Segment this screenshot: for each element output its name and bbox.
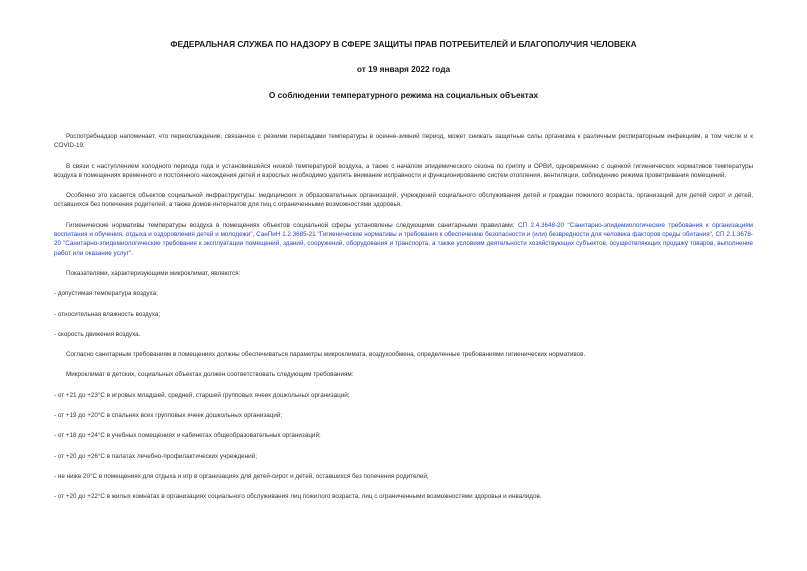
document-header: [54, 0, 753, 100]
document-date: от 19 января 2022 года: [356, 64, 451, 74]
paragraph-sanitary-requirements: Согласно санитарным требованиям в помещениях должны обеспечиваться параметры микроклимата, воздухообмена, определенные требованиями гигиенических нормативов.: [66, 351, 586, 359]
norms-intro-text: Гигиенические нормативы температуры воздуха в помещениях объектов социальной сферы установлены следующими санитарными правилами:: [66, 221, 515, 229]
paragraph-heating: В связи с наступлением холодного периода года и установившейся низкой температурой воздуха, а также с началом эпидемического сезона по гриппу и ОРВИ, одновременно с оценкой гигиенических нормативов температуры воздуха в помещениях временного и постоянного нахождения детей и взрослых необходимо уделять внимание исправности и функционированию систем отопления, вентиляции, соблюдению режима проветривания помещений.: [54, 162, 753, 179]
link-sp-2-4-3648-20[interactable]: СП 2.4.3648-20 "Санитарно-эпидемиологические требования к организациям воспитания и обучения, отдыха и оздоровления детей и молодежи": [54, 221, 754, 239]
norms-separator: ,: [711, 231, 714, 239]
list-item-requirement: - от +18 до +24°С в учебных помещениях и кабинетах общеобразовательных организаций;: [54, 432, 321, 440]
list-item-requirement: - от +21 до +23°С в игровых младшей, средней, старшей групповых ячеек дошкольных организаций;: [54, 391, 350, 399]
list-item-requirement: - от +19 до +20°С в спальнях всех групповых ячеек дошкольных организаций;: [54, 412, 283, 420]
list-item-indicator: - скорость движения воздуха.: [54, 330, 141, 338]
list-item-indicator: - относительная влажность воздуха;: [54, 310, 161, 318]
list-item-indicator: - допустимая температура воздуха;: [54, 290, 158, 298]
paragraph-norms: [54, 221, 753, 258]
list-item-requirement: - от +20 до +26°С в палатах лечебно-профилактических учреждений;: [54, 452, 257, 460]
document-title: О соблюдении температурного режима на социальных объектах: [268, 90, 539, 100]
norms-separator: ,: [252, 231, 255, 239]
paragraph-indicators-intro: Показателями, характеризующими микроклимат, являются:: [66, 269, 241, 277]
paragraph-intro: Роспотребнадзор напоминает, что переохлаждение, связанное с резкими перепадами температуры в осенне-зимний период, может снижать защитные силы организма к различным респираторным инфекциям, в том числе и к COVID-19.: [54, 133, 753, 150]
organization-name: ФЕДЕРАЛЬНАЯ СЛУЖБА ПО НАДЗОРУ В СФЕРЕ ЗАЩИТЫ ПРАВ ПОТРЕБИТЕЛЕЙ И БЛАГОПОЛУЧИЯ ЧЕЛОВЕКА: [170, 39, 637, 49]
link-sanpin-1-2-3685-21[interactable]: СанПиН 1.2.3685-21 "Гигиенические нормативы и требования к обеспечению безопасности и (или) безвредности для человека факторов среды обитания": [256, 231, 712, 239]
paragraph-social-objects: Особенно это касается объектов социальной инфраструктуры: медицинских и образовательных организаций, учреждений социального обслуживания детей и граждан пожилого возраста, организаций для детей сирот и детей, оставшихся без попечения родителей, а также домов-интернатов для лиц с ограниченными возможностями здоровья.: [54, 192, 753, 209]
norms-end: .: [131, 249, 133, 257]
list-item-requirement: - не ниже 20°С в помещениях для отдыха и игр в организациях для детей-сирот и детей, оставшихся без попечения родителей;: [54, 472, 429, 480]
list-item-requirement: - от +20 до +22°С в жилых комнатах в организациях социального обслуживания лиц пожилого возраста, лиц с ограниченными возможностями здоровья и инвалидов.: [54, 493, 542, 501]
document-body: [54, 132, 753, 502]
paragraph-microclimate-intro: Микроклимат в детских, социальных объектах должен соответствовать следующим требованиям:: [66, 371, 354, 379]
link-sp-2-1-3678-20[interactable]: СП 2.1.3678-20 "Санитарно-эпидемиологические требования к эксплуатации помещений, зданий, сооружений, оборудования и транспорта, а также условиям деятельности хозяйствующих субъектов, осуществляющих продажу товаров, выполнение работ или оказание услуг": [54, 231, 754, 257]
